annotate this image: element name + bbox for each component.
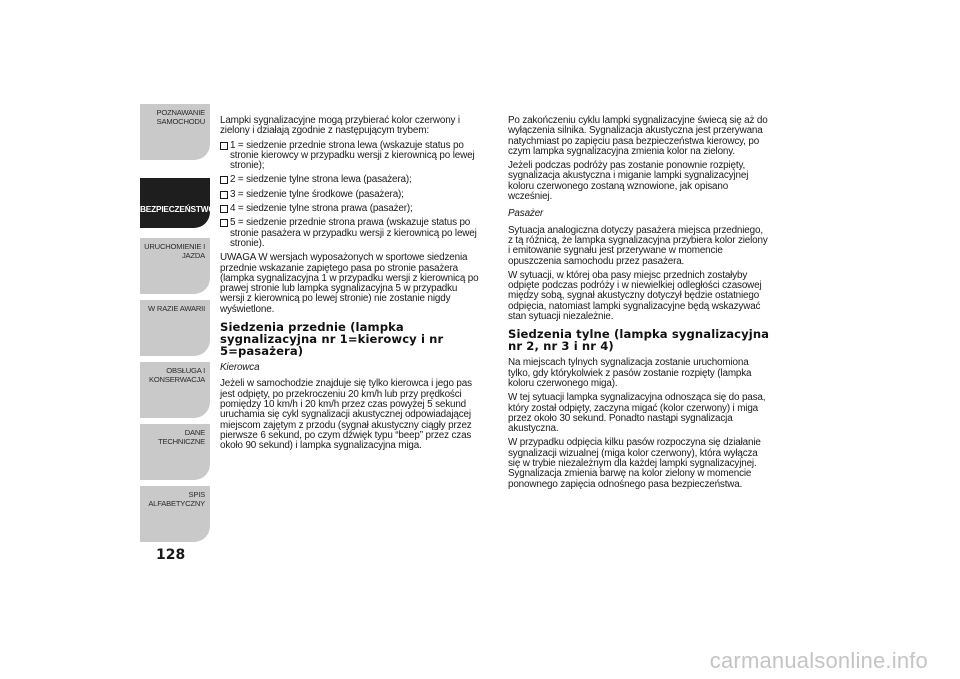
tab-label: BEZPIECZEŃSTWO xyxy=(140,204,215,214)
tab-bezpieczenstwo[interactable] xyxy=(140,178,215,228)
paragraph: Sytuacja analogiczna dotyczy pasażera miejsca przedniego, z tą różnicą, że lampka sygnalizacyjna przybiera kolor zielony i emitowanie sygnału jest przerywane w momencie opuszczenia samochodu przez pasażera. xyxy=(508,224,768,267)
tab-uruchomienie-jazda[interactable] xyxy=(140,238,210,294)
intro-paragraph: Lampki sygnalizacyjne mogą przybierać kolor czerwony i zielony i działają zgodnie z następującym trybem: xyxy=(220,115,460,137)
paragraph: W przypadku odpięcia kilku pasów rozpoczyna się działanie sygnalizacji wizualnej (miga kolor czerwony), która wyłącza się w trybie niezależnym dla każdej lampki sygnalizacyjnej. Sygnalizacja zmienia barwę na kolor zielony w momencie ponownego zapięcia odnośnego pasa bezpieczeństwa. xyxy=(508,437,761,490)
paragraph: Po zakończeniu cyklu lampki sygnalizacyjne świecą się aż do wyłączenia silnika. Sygnalizacja akustyczna jest przerywana natychmiast po zapięciu pasa bezpieczeństwa kierowcy, po czym lampka sygnalizacyjna zmienia kolor na zielony. xyxy=(508,115,768,157)
tab-label: SPIS ALFABETYCZNY xyxy=(148,490,205,508)
bullet-item xyxy=(220,204,482,214)
note-paragraph: UWAGA W wersjach wyposażonych w sportowe siedzenia przednie wskazanie zapiętego pasa po stronie pasażera (lampka sygnalizacyjna 1 w przypadku wersji z kierownicą po prawej stronie lub lampka sygnalizacyjna 5 w przypadku wersji z kierownicą po lewej stronie) nie zostanie nigdy wyświetlone. xyxy=(220,252,479,315)
section-heading-front-seats: Siedzenia przednie (lampka sygnalizacyjna nr 1=kierowcy i nr 5=pasażera) xyxy=(220,320,444,359)
checkbox-bullet-icon xyxy=(220,142,228,150)
bullet-text: 2 = siedzenie tylne strona lewa (pasażera); xyxy=(230,174,412,186)
bullet-text: 5 = siedzenie przednie strona prawa (wskazuje status po stronie pasażera w przypadku wersji z kierownicą po lewej stronie). xyxy=(230,217,477,249)
tab-label: URUCHOMIENIE I xyxy=(144,242,205,251)
checkbox-bullet-icon xyxy=(220,205,228,213)
tab-w-razie-awarii[interactable] xyxy=(140,300,210,356)
bullet-item xyxy=(220,175,482,185)
subheading-pasazer: Pasażer xyxy=(508,208,544,220)
bullet-text: 1 = siedzenie przednie strona lewa (wskazuje status po stronie kierowcy w przypadku wersji z kierownicą po lewej stronie); xyxy=(230,139,475,172)
paragraph: Na miejscach tylnych sygnalizacja zostanie uruchomiona tylko, gdy którykolwiek z pasów zostanie rozpięty (lampka koloru czerwonego miga). xyxy=(508,357,752,389)
tab-label: JAZDA xyxy=(181,251,205,260)
tab-label: OBSŁUGA I xyxy=(166,366,205,375)
tab-poznawanie-samochodu[interactable] xyxy=(140,104,210,160)
tab-label: KONSERWACJA xyxy=(148,375,205,384)
bullet-item xyxy=(220,218,482,249)
paragraph: Jeżeli podczas podróży pas zostanie ponownie rozpięty, sygnalizacja akustyczna i miganie lampki sygnalizacyjnej koloru czerwonego zostaną wznowione, jak opisano wcześniej. xyxy=(508,160,749,203)
checkbox-bullet-icon xyxy=(220,176,228,184)
bullet-text: 3 = siedzenie tylne środkowe (pasażera); xyxy=(230,188,404,200)
section-heading-rear-seats: Siedzenia tylne (lampka sygnalizacyjna nr 2, nr 3 i nr 4) xyxy=(508,327,770,354)
watermark-text: carmanualsonline.info xyxy=(709,648,928,673)
checkbox-bullet-icon xyxy=(220,219,228,227)
driver-paragraph: Jeżeli w samochodzie znajduje się tylko kierowca i jego pas jest odpięty, po przekroczeniu 20 km/h lub przy prędkości pomiędzy 10 km/h i 20 km/h przez czas powyżej 5 sekund uruchamia się cykl sygnalizacji akustycznej odpowiadającej miejscom zajętym z przodu (sygnał akustyczny ciągły przez pierwsze 6 sekund, po czym dźwięk typu “beep” przez czas około 90 sekund) i lampka sygnalizacyjna miga. xyxy=(220,378,472,452)
bullet-item xyxy=(220,190,482,200)
right-column xyxy=(508,116,770,494)
tab-label: DANE TECHNICZNE xyxy=(158,428,205,446)
bullet-item xyxy=(220,141,482,172)
tab-label: SAMOCHODU xyxy=(156,117,205,126)
tab-label: W RAZIE AWARII xyxy=(148,304,205,313)
checkbox-bullet-icon xyxy=(220,191,228,199)
paragraph: W tej sytuacji lampka sygnalizacyjna odnosząca się do pasa, który został odpięty, zaczyna migać (kolor czerwony) i miga przez około 30 sekund. Ponadto nastąpi sygnalizacja akustyczna. xyxy=(508,392,766,435)
paragraph: W sytuacji, w której oba pasy miejsc przednich zostałyby odpięte podczas podróży i w niewielkiej odległości czasowej między sobą, sygnał akustyczny dotyczył będzie ostatniego odpięcia, natomiast lampki sygnalizacyjne będą wskazywać stan sytuacji niezależnie. xyxy=(508,269,762,323)
tab-obsluga-konserwacja[interactable] xyxy=(140,362,210,418)
tab-dane-techniczne[interactable] xyxy=(140,424,210,480)
tab-label: POZNAWANIE xyxy=(156,108,205,117)
left-column xyxy=(220,116,482,455)
page-number: 128 xyxy=(156,547,186,563)
bullet-text: 4 = siedzenie tylne strona prawa (pasażer); xyxy=(230,203,413,215)
tab-spis-alfabetyczny[interactable] xyxy=(140,486,210,542)
subheading-kierowca: Kierowca xyxy=(220,362,260,374)
